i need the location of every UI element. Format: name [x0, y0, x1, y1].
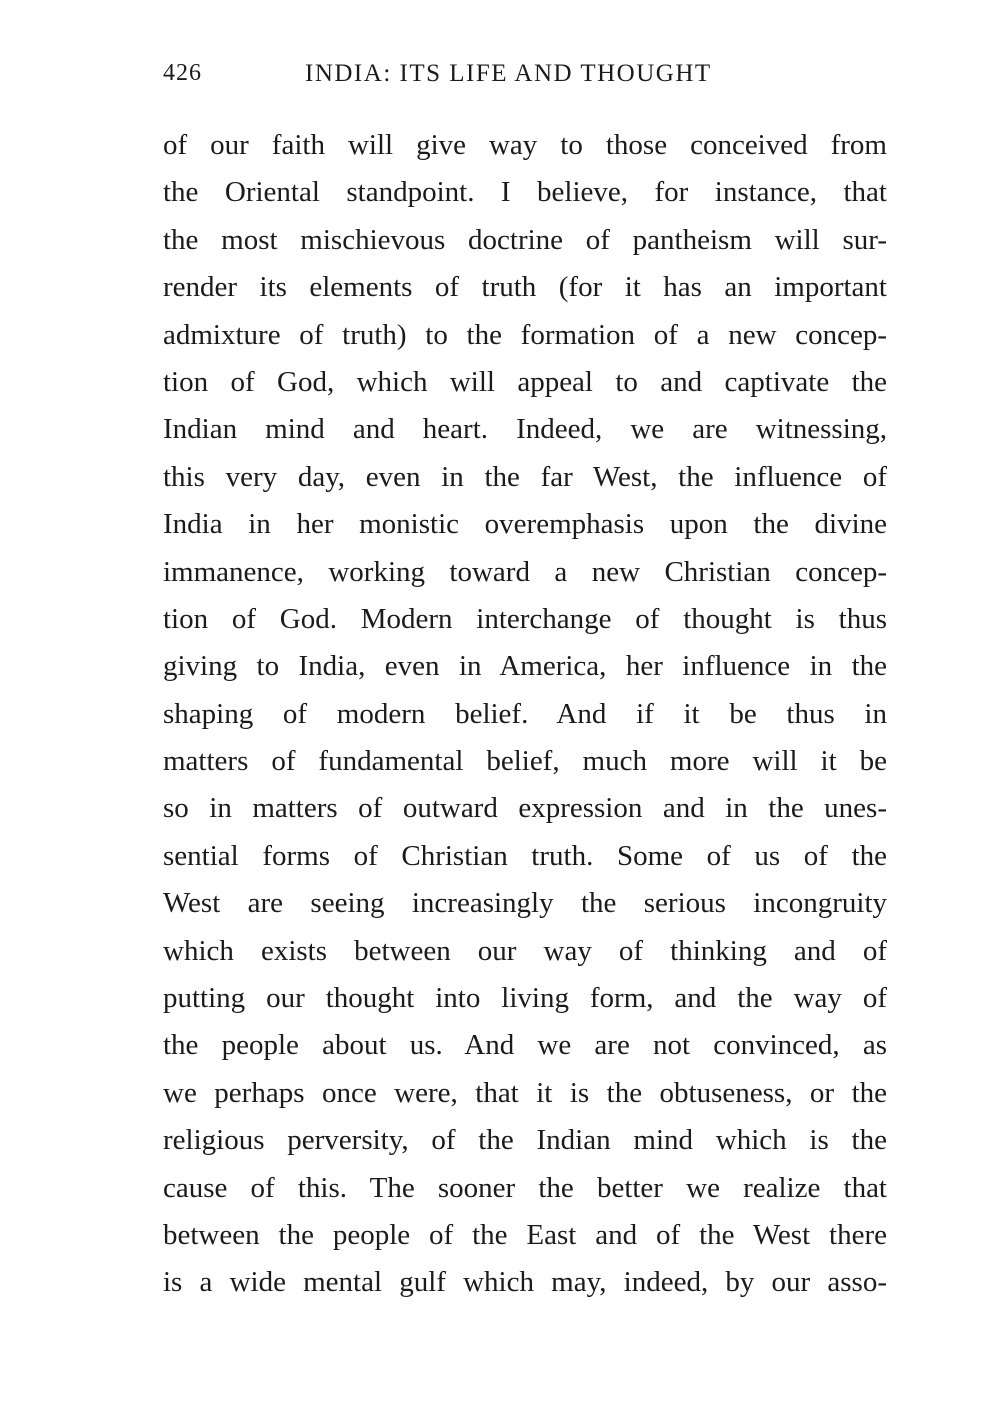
- text-line: giving to India, even in America, her influence in the: [163, 650, 887, 683]
- text-line: Indian mind and heart. Indeed, we are witnessing,: [163, 413, 887, 446]
- body-text: [163, 122, 887, 1307]
- text-line: matters of fundamental belief, much more will it be: [163, 745, 887, 778]
- text-line: cause of this. The sooner the better we realize that: [163, 1171, 887, 1204]
- running-head: INDIA: ITS LIFE AND THOUGHT: [305, 60, 712, 87]
- text-line: of our faith will give way to those conceived from: [163, 129, 887, 161]
- text-line: this very day, even in the far West, the influence of: [163, 460, 887, 493]
- text-line: we perhaps once were, that it is the obtuseness, or the: [163, 1076, 887, 1109]
- text-line: is a wide mental gulf which may, indeed, by our asso-: [163, 1266, 887, 1299]
- text-line: between the people of the East and of the West there: [163, 1218, 887, 1251]
- text-line: tion of God, which will appeal to and captivate the: [163, 365, 887, 398]
- page-header: [163, 60, 887, 100]
- text-line: so in matters of outward expression and in the unes-: [163, 792, 887, 825]
- text-line: India in her monistic overemphasis upon the divine: [163, 508, 887, 541]
- text-line: West are seeing increasingly the serious incongruity: [163, 887, 887, 920]
- text-line: the people about us. And we are not convinced, as: [163, 1029, 887, 1062]
- text-line: shaping of modern belief. And if it be thus in: [163, 697, 887, 730]
- text-line: sential forms of Christian truth. Some of us of the: [163, 839, 887, 872]
- text-line: religious perversity, of the Indian mind which is the: [163, 1124, 887, 1157]
- text-line: which exists between our way of thinking and of: [163, 934, 887, 967]
- text-line: immanence, working toward a new Christian concep-: [163, 555, 887, 588]
- page-number: 426: [163, 60, 202, 86]
- text-line: the Oriental standpoint. I believe, for instance, that: [163, 176, 887, 209]
- text-line: the most mischievous doctrine of pantheism will sur-: [163, 223, 887, 256]
- text-line: putting our thought into living form, and the way of: [163, 982, 887, 1015]
- text-line: render its elements of truth (for it has an important: [163, 271, 887, 304]
- text-line: tion of God. Modern interchange of thought is thus: [163, 602, 887, 635]
- text-line: admixture of truth) to the formation of a new concep-: [163, 318, 887, 351]
